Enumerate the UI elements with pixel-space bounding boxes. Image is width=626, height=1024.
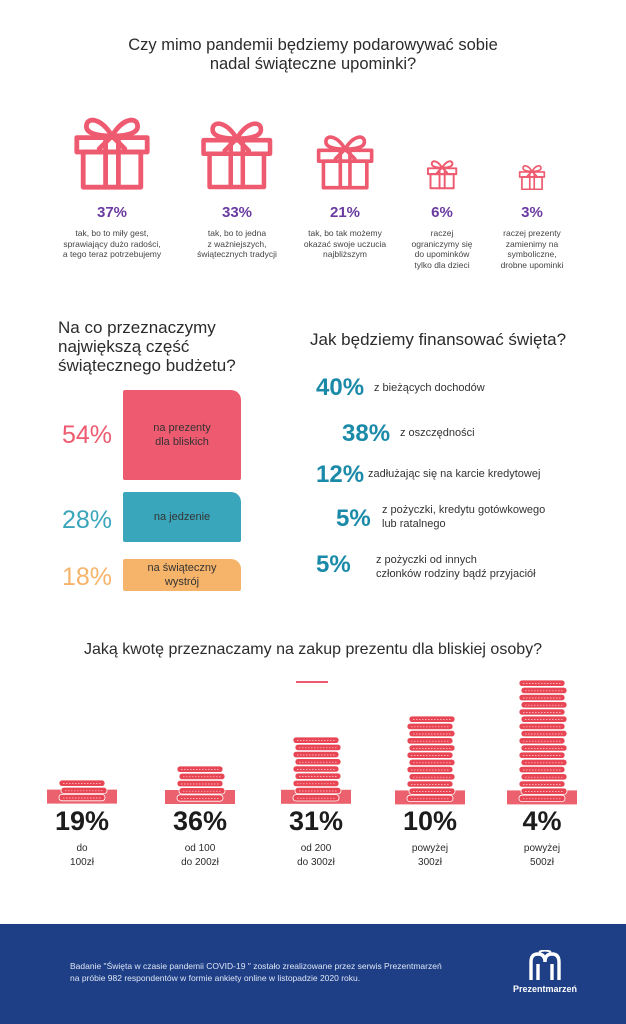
coin (519, 752, 565, 758)
coin (521, 744, 567, 750)
gift-desc-line: a tego teraz potrzebujemy (62, 249, 162, 259)
amount-label-line: do 200zł (181, 857, 219, 868)
coin (409, 759, 455, 765)
coin-stack (395, 708, 465, 806)
coin (407, 737, 453, 743)
gift-pct: 6% (431, 204, 453, 221)
finance-label-5 (376, 553, 536, 581)
amount-label-line: do (76, 843, 88, 854)
coin (407, 752, 453, 758)
amount-title: Jaką kwotę przeznaczamy na zakup prezentu dla bliskiej osoby? (83, 641, 543, 658)
coin (179, 773, 225, 779)
gift-desc (57, 228, 167, 260)
finance-label-4 (382, 503, 545, 531)
section1-title-line1: Czy mimo pandemii będziemy podarowywać sobie (128, 36, 498, 54)
gift-desc-line: sprawiający dużo radości, (63, 238, 161, 249)
gift-desc-line: okazać swoje uczucia (303, 238, 387, 249)
gift-icon (199, 116, 275, 190)
coin (521, 759, 567, 765)
gift-desc-line: raczej prezenty (503, 228, 561, 238)
budget-title-line2: największą część (58, 337, 190, 356)
budget-bar-gifts (123, 390, 241, 480)
gift-desc (290, 228, 400, 260)
amount-label-line: 300zł (418, 857, 442, 868)
coin (61, 788, 107, 794)
gift-desc-line: świątecznych tradycji (197, 249, 277, 259)
coin (177, 795, 223, 801)
coin (295, 773, 341, 779)
gift-desc-line: tak, bo to miły gest, (75, 228, 149, 238)
finance-pct-3: 12% (316, 461, 365, 488)
coin (519, 680, 565, 686)
coin (407, 795, 453, 801)
gift-desc-line: do upominków (414, 249, 470, 259)
budget-title-line1: Na co przeznaczymy (58, 318, 216, 337)
finance-pct-2: 38% (342, 420, 391, 447)
budget-title-line3: świątecznego budżetu? (58, 356, 236, 375)
logo-icon (527, 950, 563, 982)
finance-label-1: z bieżących dochodów (374, 382, 485, 394)
coin (295, 788, 341, 794)
finance-label-5-line1: z pożyczki od innych (376, 554, 477, 566)
gift-desc-line: tak, bo to jedna (207, 228, 267, 238)
amount-pct: 31% (288, 806, 344, 836)
coin (293, 780, 339, 786)
amount-label (145, 842, 255, 870)
gift-desc-line: tak, bo tak możemy (308, 228, 382, 238)
finance-label-4-line2: lub ratalnego (382, 518, 446, 530)
amount-pct: 19% (54, 806, 110, 836)
amount-label (375, 842, 485, 870)
amount-pct: 36% (172, 806, 228, 836)
coin (59, 795, 105, 801)
coin (521, 687, 567, 693)
gift-desc-line: ograniczymy się (411, 238, 473, 249)
gift-icon (72, 112, 152, 190)
gift-icon (518, 163, 546, 190)
coin (521, 788, 567, 794)
coin (519, 780, 565, 786)
gift-icon (426, 158, 458, 190)
section1-title (0, 36, 626, 74)
amount-label-line: powyżej (411, 843, 449, 854)
footer-note (70, 960, 490, 984)
amount-label-line: 500zł (530, 857, 554, 868)
coin (407, 723, 453, 729)
budget-bar-decor (123, 559, 241, 591)
coin (521, 730, 567, 736)
coin (295, 759, 341, 765)
gift-desc-line: najbliższym (323, 249, 367, 259)
budget-bar-food (123, 492, 241, 542)
amount-label-line: 100zł (70, 857, 94, 868)
gift-desc-line: raczej (430, 228, 454, 238)
gift-pct: 21% (329, 204, 361, 221)
coin (519, 795, 565, 801)
finance-pct-1: 40% (316, 374, 365, 401)
coin (521, 701, 567, 707)
budget-label-food-1: na jedzenie (153, 511, 211, 523)
coin (293, 766, 339, 772)
gift-icon (315, 131, 375, 190)
amount-label (261, 842, 371, 870)
amount-label (27, 842, 137, 870)
coin (177, 780, 223, 786)
coin (179, 788, 225, 794)
gift-pct: 3% (521, 204, 543, 221)
amount-label-line: powyżej (523, 843, 561, 854)
finance-label-5-line2: członków rodziny bądź przyjaciół (376, 568, 536, 580)
finance-label-3: zadłużając się na karcie kredytowej (368, 468, 541, 480)
section1-title-line2: nadal świąteczne upominki? (209, 55, 417, 73)
gift-desc-line: zamienimy na (505, 238, 559, 249)
coin (409, 788, 455, 794)
footer-note-line1: Badanie "Święta w czasie pandemii COVID-19 " zostało zrealizowane przez serwis Prezentmarzeń (70, 961, 442, 971)
amount-pct: 4% (522, 806, 562, 836)
amount-label-line: do 300zł (297, 857, 335, 868)
coin (519, 737, 565, 743)
coin (293, 752, 339, 758)
finance-label-4-line1: z pożyczki, kredytu gotówkowego (382, 504, 546, 516)
amount-label-line: od 100 (184, 843, 216, 854)
coin (519, 723, 565, 729)
budget-pct-gifts: 54% (62, 421, 113, 449)
coin (409, 730, 455, 736)
gift-desc-line: tylko dla dzieci (414, 259, 470, 270)
budget-label-decor-2: wystrój (164, 576, 200, 588)
amount-pct: 10% (402, 806, 458, 836)
finance-pct-5: 5% (316, 551, 351, 578)
budget-pct-decor: 18% (62, 563, 113, 591)
amount-label (487, 842, 597, 870)
gift-pct: 33% (221, 204, 253, 221)
coin (519, 694, 565, 700)
title-divider (296, 681, 328, 683)
budget-label-decor-1: na świąteczny (147, 562, 217, 574)
coin-stack (281, 729, 351, 806)
gift-desc-line: z ważniejszych, (207, 238, 267, 249)
gift-desc-line: symboliczne, (507, 249, 557, 259)
coin (521, 716, 567, 722)
footer-note-line2: na próbie 982 respondentów w formie ankiety online w listopadzie 2020 roku. (70, 973, 361, 983)
coin (407, 780, 453, 786)
budget-title (58, 318, 236, 375)
budget-pct-food: 28% (62, 506, 113, 534)
coin-stack (47, 772, 117, 806)
gift-pct: 37% (96, 204, 128, 221)
gift-desc (477, 228, 587, 270)
gift-desc-line: drobne upominki (500, 259, 564, 270)
finance-label-2: z oszczędności (400, 427, 475, 439)
budget-label-gifts-2: dla bliskich (155, 436, 209, 448)
coin-stack (165, 758, 235, 806)
logo-text: Prezentmarzeń (512, 984, 578, 994)
amount-label-line: od 200 (300, 843, 332, 854)
coin (519, 766, 565, 772)
coin-stack (507, 672, 577, 806)
coin (409, 744, 455, 750)
coin (407, 766, 453, 772)
coin (293, 737, 339, 743)
coin (59, 780, 105, 786)
coin (409, 773, 455, 779)
coin (409, 716, 455, 722)
coin (521, 773, 567, 779)
coin (519, 708, 565, 714)
coin (293, 795, 339, 801)
coin (295, 744, 341, 750)
finance-pct-4: 5% (336, 505, 371, 532)
coin (177, 766, 223, 772)
finance-title: Jak będziemy finansować święta? (310, 330, 567, 349)
gift-desc (182, 228, 292, 260)
budget-label-gifts-1: na prezenty (153, 422, 211, 434)
